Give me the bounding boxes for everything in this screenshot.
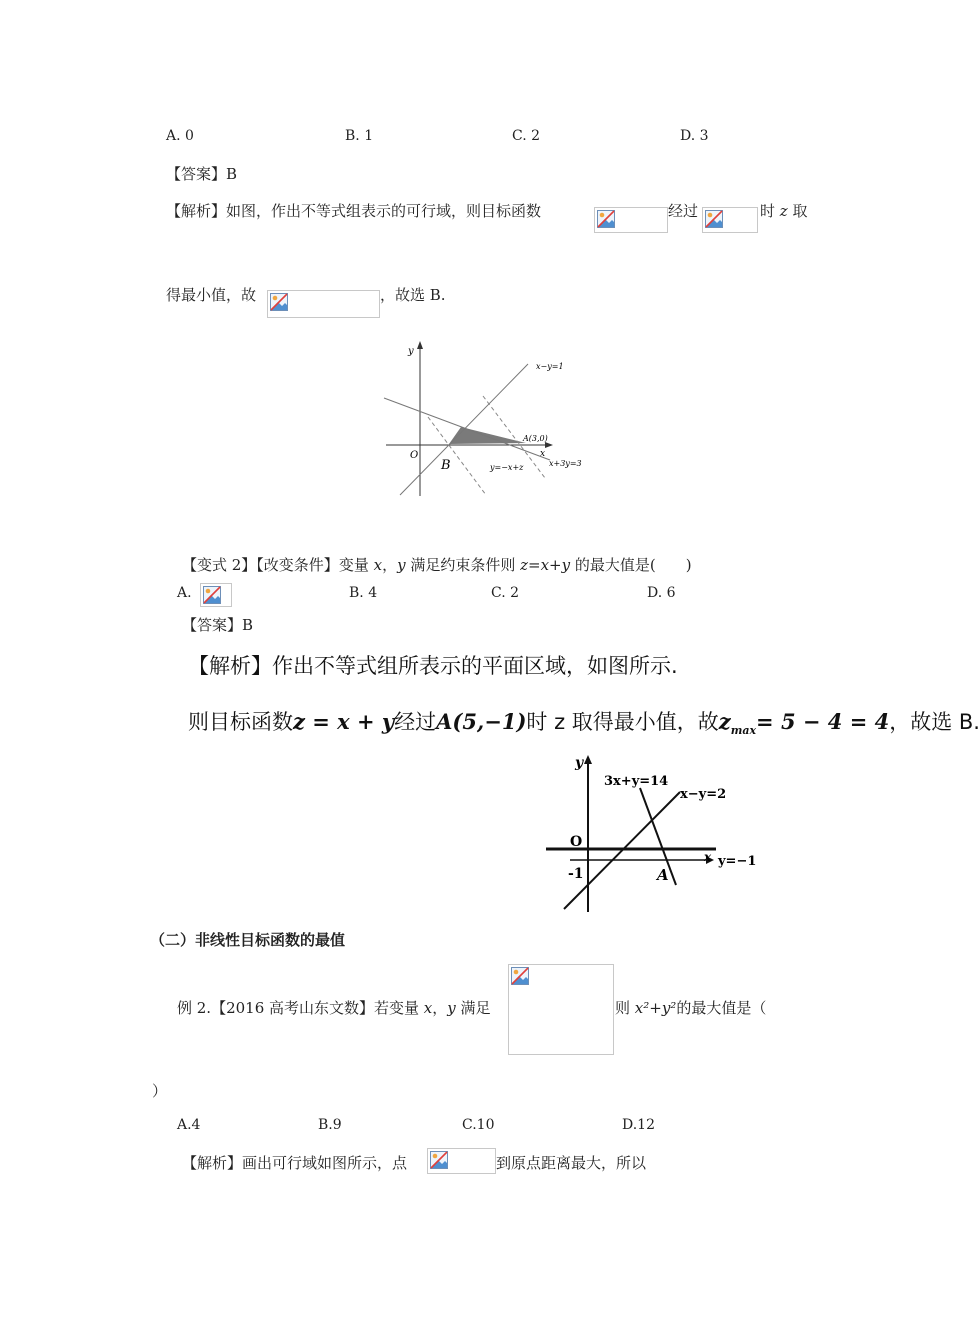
broken-image-icon (430, 1151, 448, 1169)
line-a-label: x−y=1 (536, 362, 564, 371)
example-2-stem: 例 2.【2016 高考山东文数】若变量 x，y 满足 (177, 999, 491, 1017)
broken-image (427, 1148, 496, 1174)
y-axis-arrow-icon (417, 341, 423, 349)
objective-label: y=−x+z (490, 463, 524, 472)
example-2-stem-suffix: 则 x²+y²的最大值是（ (615, 999, 767, 1017)
broken-image (200, 583, 232, 607)
variant-2-option-b: B. 4 (349, 585, 378, 601)
broken-image-icon (203, 586, 221, 604)
broken-image (267, 290, 380, 318)
option-d: D. 3 (680, 128, 709, 144)
point-a-label: A (657, 866, 669, 884)
origin-label: O (410, 450, 419, 461)
option-a: A. 0 (166, 128, 194, 144)
variant-2-option-d: D. 6 (647, 585, 676, 601)
analysis-2-line1: 【解析】作出不等式组所表示的平面区域，如图所示. (188, 654, 678, 678)
variant-2-stem: 【变式 2】【改变条件】变量 x，y 满足约束条件则 z=x+y 的最大值是( ) (182, 556, 692, 574)
example-2-option-c: C.10 (462, 1117, 495, 1133)
objective-line-lower (428, 417, 486, 495)
example-2-option-b: B.9 (318, 1117, 342, 1133)
feasible-region-graph-1 (380, 338, 595, 498)
line-a-label: 3x+y=14 (604, 774, 669, 789)
point-a-label: A(3,0) (523, 434, 548, 443)
line-c-label: y=−1 (718, 854, 757, 869)
line-b-label: x−y=2 (680, 787, 727, 802)
broken-image (702, 207, 758, 233)
section-heading: （二）非线性目标函数的最值 (150, 931, 346, 949)
y-axis-label: y (575, 755, 584, 771)
broken-image (594, 207, 668, 233)
broken-image-icon (597, 210, 615, 228)
feasible-region (449, 427, 526, 444)
variant-2-option-c: C. 2 (491, 585, 520, 601)
origin-label: O (570, 834, 583, 850)
answer-2: 【答案】B (182, 616, 254, 634)
neg-one-label: -1 (568, 866, 584, 882)
variant-2-option-a: A. (177, 585, 192, 601)
y-axis-arrow-icon (584, 755, 592, 764)
point-b-label: B (441, 458, 451, 473)
x-axis-label: x (704, 850, 712, 864)
y-axis-label: y (408, 346, 414, 357)
example-2-option-d: D.12 (622, 1117, 655, 1133)
option-c: C. 2 (512, 128, 541, 144)
broken-image (508, 964, 614, 1055)
example-2-analysis-suffix: 到原点距离最大，所以 (496, 1154, 647, 1172)
feasible-region-graph-2 (540, 752, 762, 917)
broken-image-icon (705, 210, 723, 228)
line-x-plus-3y (384, 398, 550, 460)
option-b: B. 1 (345, 128, 374, 144)
x-axis-label: x (540, 449, 546, 459)
analysis-1-line2-prefix: 得最小值，故 (166, 286, 257, 304)
example-2-option-a: A.4 (177, 1117, 201, 1133)
analysis-1-prefix: 【解析】如图，作出不等式组表示的可行域，则目标函数 (166, 202, 542, 220)
broken-image-icon (270, 293, 288, 311)
analysis-1-suffix: 时 z 取 (760, 202, 808, 220)
analysis-2-line2: 则目标函数z = x + y经过A(5,−1)时 z 取得最小值，故$z_{max}= 5 - 4 = 4$，故选 B. (188, 709, 980, 738)
line-b-label: x+3y=3 (549, 459, 582, 468)
broken-image-icon (511, 967, 529, 985)
analysis-1-line2-suffix: ，故选 B. (380, 286, 446, 304)
example-2-analysis-prefix: 【解析】画出可行域如图所示，点 (182, 1154, 408, 1172)
answer-1: 【答案】B (166, 165, 238, 183)
example-2-close-paren: ） (152, 1082, 168, 1100)
analysis-1-mid: 经过 (668, 202, 699, 220)
